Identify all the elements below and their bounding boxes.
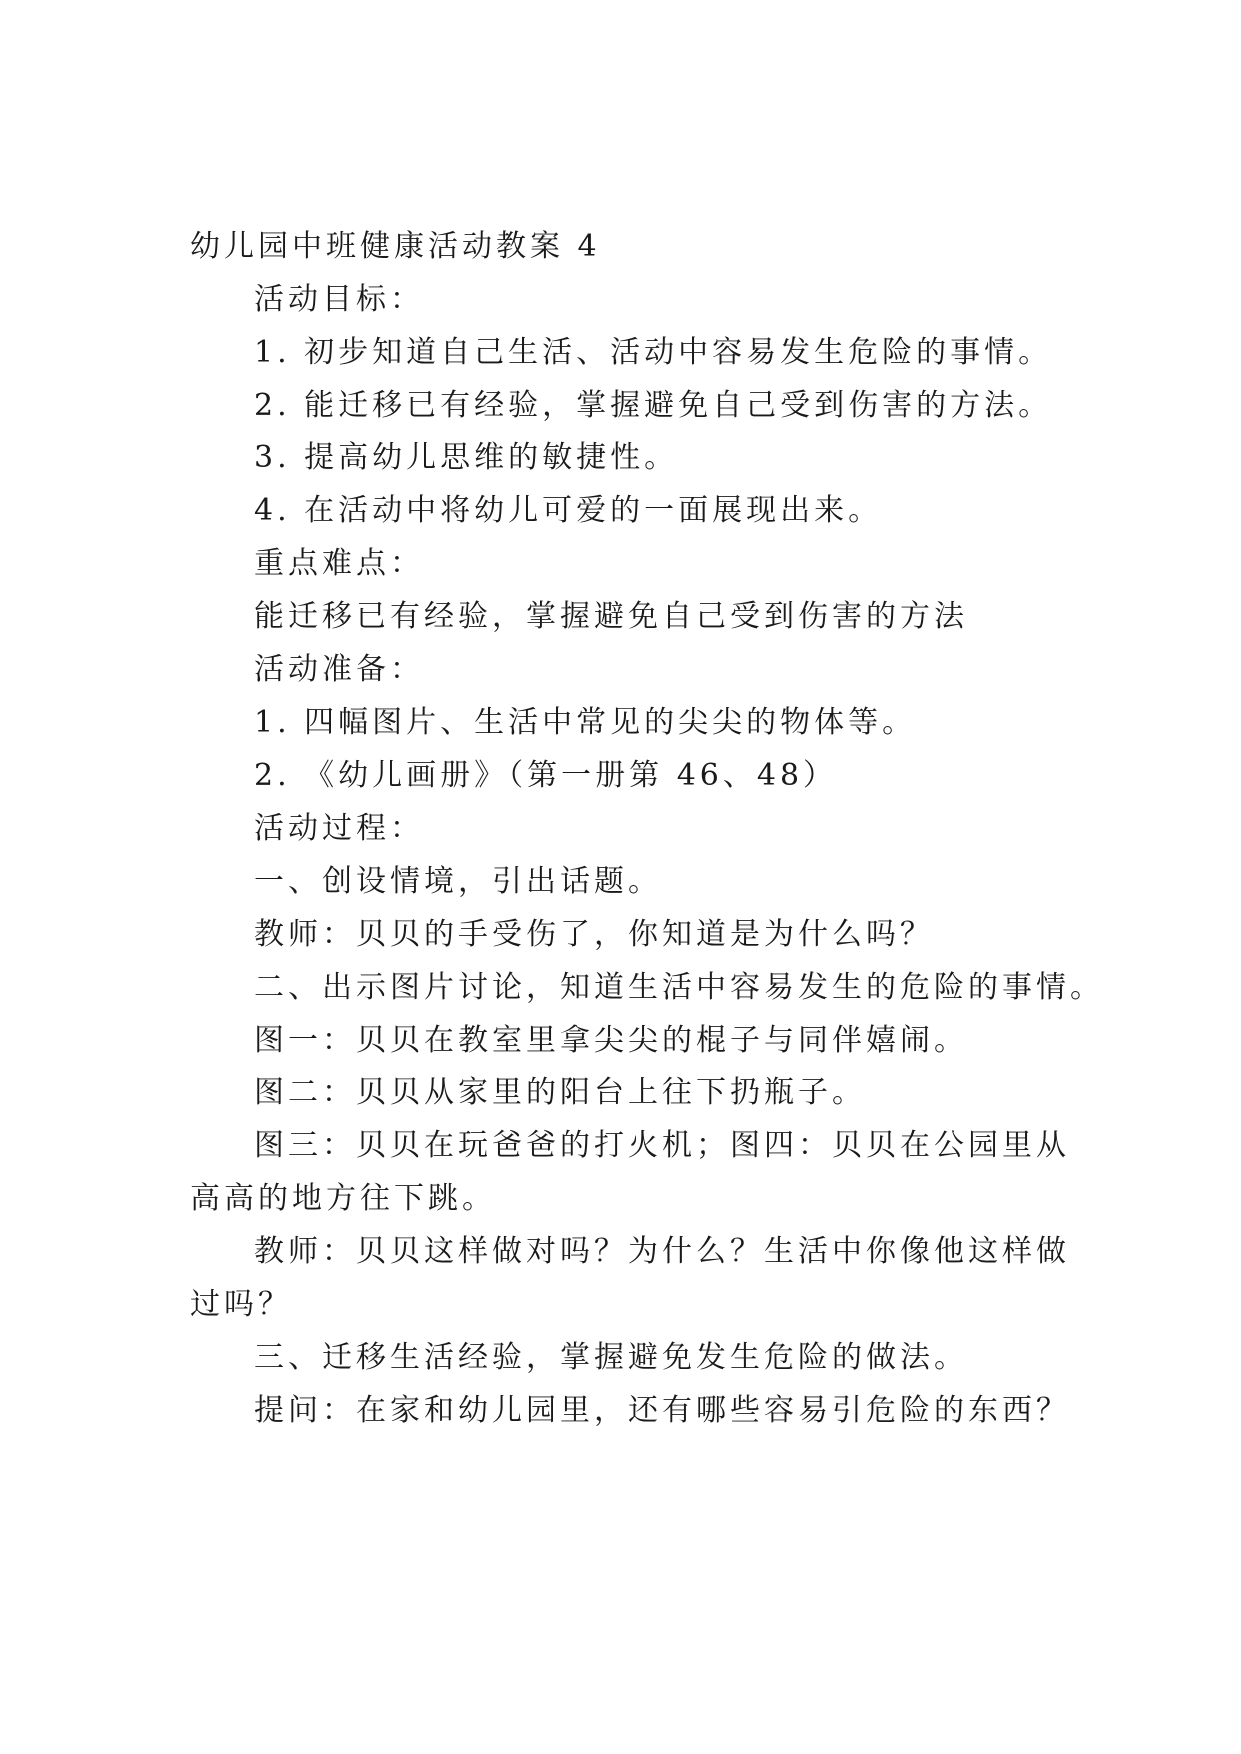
paragraph-line: 2. 能迁移已有经验，掌握避免自己受到伤害的方法。: [254, 388, 1053, 423]
paragraph-line: 三、迁移生活经验，掌握避免发生危险的做法。: [254, 1340, 968, 1375]
paragraph-line: 4. 在活动中将幼儿可爱的一面展现出来。: [254, 493, 883, 528]
section-heading-process: 活动过程：: [254, 811, 424, 846]
paragraph-line: 二、出示图片讨论，知道生活中容易发生的危险的事情。: [254, 970, 1104, 1005]
section-heading-goals: 活动目标：: [254, 282, 424, 317]
section-heading-key-points: 重点难点：: [254, 546, 424, 581]
paragraph-line: 教师：贝贝这样做对吗？为什么？生活中你像他这样做: [254, 1234, 1070, 1269]
paragraph-line: 图二：贝贝从家里的阳台上往下扔瓶子。: [254, 1075, 866, 1110]
paragraph-line: 3. 提高幼儿思维的敏捷性。: [254, 440, 679, 475]
paragraph-line: 过吗？: [190, 1287, 292, 1322]
paragraph-line: 高高的地方往下跳。: [190, 1181, 496, 1216]
document-title: 幼儿园中班健康活动教案 4: [190, 229, 601, 264]
paragraph-line: 1. 四幅图片、生活中常见的尖尖的物体等。: [254, 705, 917, 740]
paragraph-line: 一、创设情境，引出话题。: [254, 864, 662, 899]
paragraph-line: 教师：贝贝的手受伤了，你知道是为什么吗？: [254, 917, 934, 952]
paragraph-line: 2. 《幼儿画册》（第一册第 46、48）: [254, 758, 838, 793]
paragraph-line: 提问：在家和幼儿园里，还有哪些容易引危险的东西？: [254, 1393, 1070, 1428]
paragraph-line: 1. 初步知道自己生活、活动中容易发生危险的事情。: [254, 335, 1053, 370]
paragraph-line: 图一：贝贝在教室里拿尖尖的棍子与同伴嬉闹。: [254, 1023, 968, 1058]
paragraph-line: 能迁移已有经验，掌握避免自己受到伤害的方法: [254, 599, 968, 634]
section-heading-preparation: 活动准备：: [254, 652, 424, 687]
paragraph-line: 图三：贝贝在玩爸爸的打火机；图四：贝贝在公园里从: [254, 1128, 1070, 1163]
